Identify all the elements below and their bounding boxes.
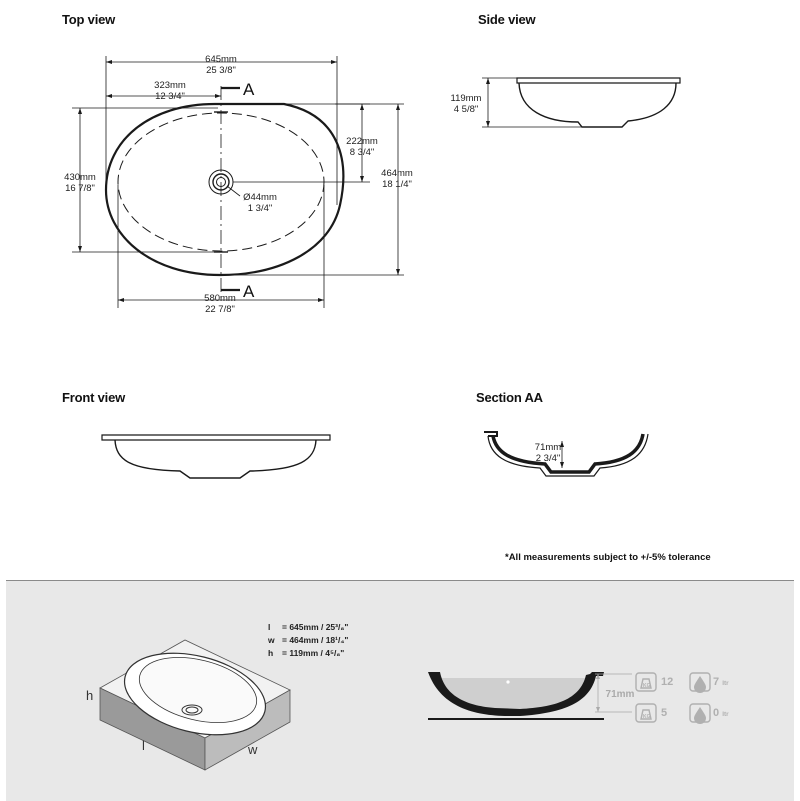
dim-side-height: 119mm 4 5/8" (450, 93, 482, 115)
section-marker-top: A (243, 80, 255, 99)
section-aa-heading: Section AA (476, 390, 543, 405)
dim-drain-diameter: Ø44mm 1 3/4" (243, 192, 277, 214)
iso-label-w: w (248, 742, 258, 757)
front-view-heading: Front view (62, 390, 126, 405)
tolerance-note: *All measurements subject to +/-5% tolerance (505, 552, 711, 563)
water-depth-label: 71mm (605, 689, 635, 700)
iso-label-l: l (142, 738, 145, 753)
weight-full: 12 (661, 676, 674, 688)
iso-label-h: h (86, 688, 94, 703)
spec-height: h = 119mm / 4⁵/₈" (268, 648, 345, 658)
volume-full: 7 ltr (713, 676, 729, 688)
dim-half-length: 323mm 12 3/4" (154, 80, 186, 102)
top-view-heading: Top view (62, 12, 116, 27)
spec-width: w = 464mm / 18¹/₄" (268, 635, 349, 645)
dim-inner-length: 580mm 22 7/8" (204, 293, 236, 315)
dim-half-width: 222mm 8 3/4" (346, 136, 378, 158)
dim-section-depth: 71mm 2 3/4" (534, 442, 562, 464)
weight-empty: 5 (661, 707, 668, 719)
volume-empty: 0 ltr (713, 707, 729, 719)
side-view-heading: Side view (478, 12, 536, 27)
weight-icon-label-empty: KG (643, 714, 651, 720)
dim-inner-width: 430mm 16 7/8" (64, 172, 96, 194)
dim-overall-width: 464mm 18 1/4" (381, 168, 413, 190)
section-marker-bottom: A (243, 282, 255, 301)
dim-overall-length: 645mm 25 3/8" (205, 54, 237, 76)
spec-length: l = 645mm / 25³/₈" (268, 622, 349, 632)
weight-icon-label-full: KG (643, 683, 651, 689)
